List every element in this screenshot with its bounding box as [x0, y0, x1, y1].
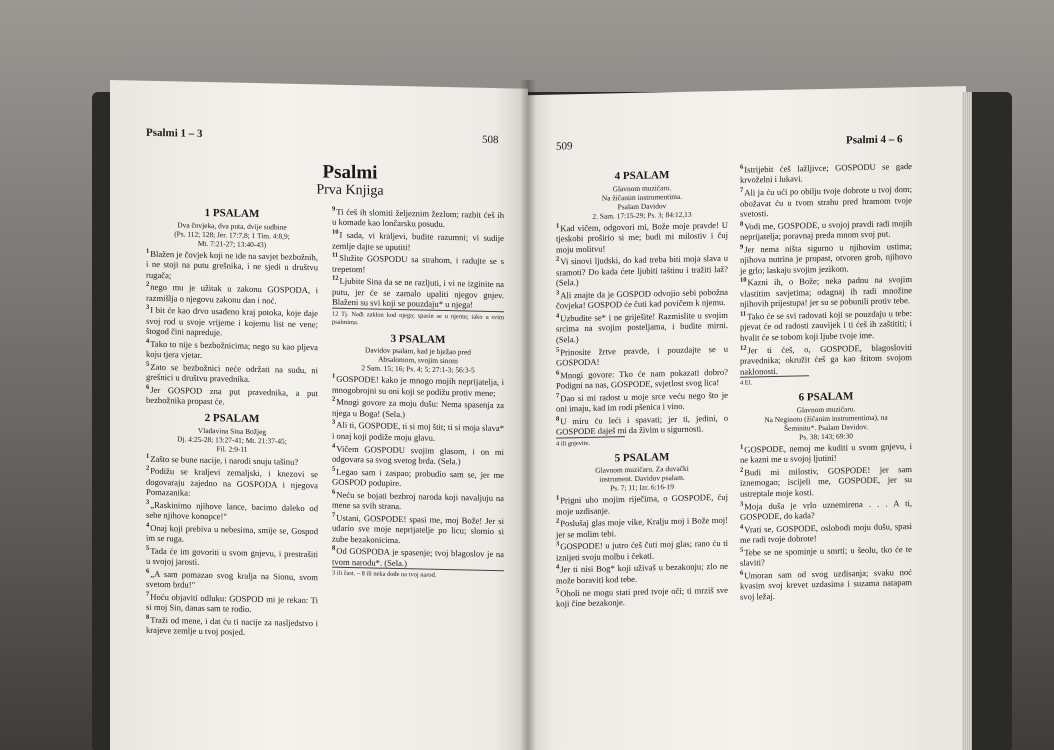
verse — [556, 251, 728, 288]
verse — [332, 544, 504, 571]
psalm-heading: 4 PSALAM — [614, 169, 670, 183]
verse — [146, 498, 318, 525]
verse-number: 3 — [146, 498, 150, 506]
verse-number: 3 — [332, 419, 336, 427]
verse-number: 3 — [740, 500, 744, 508]
verse-number: 2 — [740, 466, 744, 474]
verse-number: 8 — [146, 613, 150, 621]
verse-text: Ali ja ću ući po obilju tvoje dobrote u tvoj dom; obožavat ću u tvom strahu pred hramom tvoje svetosti. — [740, 184, 912, 219]
verse-text: Ustani, GOSPODE! spasi me, moj Bože! Jer si udario sve moje neprijatelje po licu; slomio si zube bezakonicima. — [332, 512, 504, 545]
verse — [332, 274, 504, 311]
verse-number: 1 — [740, 443, 744, 451]
verse-text: Podižu se kraljevi zemaljski, i knezovi se dogovaraju zajedno na GOSPODA i njegova Pomazanika: — [146, 465, 318, 498]
verse-text: Dao si mi radost u moje srce veću nego što je oni imaju, kad im rodi pšenica i vino. — [556, 389, 728, 414]
verse-number: 8 — [556, 415, 560, 423]
page-edges — [962, 92, 972, 750]
verse-number: 5 — [556, 587, 560, 595]
verse-number: 2 — [556, 517, 560, 525]
verse-text: Kazni ih, o Bože; neka padnu na svojim vlastitim savjetima; odagnaj ih radi množine njihovih prijestupa! jer su se pobunili protiv tebe. — [740, 274, 912, 310]
verse-text: Mnogi govore za moju dušu: Nema spasenja za njega u Boga! (Sela.) — [332, 397, 504, 420]
verse-number: 5 — [146, 360, 150, 368]
footnote: 4 El. — [740, 376, 809, 388]
verse-text: Neću se bojati bezbroj naroda koji navaljuju na mene sa svih strana. — [332, 489, 504, 512]
book-heading — [260, 161, 440, 201]
psalm-heading: 3 PSALAM — [390, 332, 446, 346]
verse-number: 7 — [146, 590, 150, 598]
verse — [146, 544, 318, 571]
book-gutter — [520, 80, 536, 750]
verse-text: Od GOSPODA je spasenje; tvoj blagoslov je na tvom narodu*. (Sela.) — [332, 545, 504, 568]
verse-number: 5 — [332, 465, 336, 473]
verse-text: Ali znajte da je GOSPOD odvojio sebi pobožna čovjeka! GOSPOD će čuti kad povičem k njemu. — [556, 286, 728, 311]
verse-text: I sada, vi kraljevi, budite razumni; vi sudije zemlje dajte se uputiti! — [332, 229, 504, 252]
verse — [146, 464, 318, 501]
verse-number: 3 — [556, 289, 560, 297]
verse-number: 2 — [146, 280, 150, 289]
left-running-head: Psalmi 1 – 3 — [146, 126, 203, 140]
verse — [332, 441, 504, 468]
verse-number: 5 — [740, 546, 744, 554]
verse-text: GOSPODE! kako je mnogo mojih neprijatelja, i mnogobrojni su oni koji se podižu protiv mene; — [332, 373, 504, 398]
psalm-superscription: Glavnom muzičaru. — [612, 182, 672, 193]
left-page — [110, 80, 528, 750]
verse-text: Ti ćeš ih slomiti željeznim žezlom; razbit ćeš ih u komade kao lončarsku posudu. — [332, 206, 504, 230]
psalm-heading: 2 PSALAM — [204, 412, 260, 426]
psalm-superscription: Glavnom muzičaru. — [796, 404, 856, 415]
verse — [740, 182, 912, 219]
footnote: 3 ili čast. – 8 ili neka dođe na tvoj narod. — [332, 567, 504, 582]
verse-text: GOSPODE, nemoj me kuditi u svom gnjevu, i ne kazni me u svojoj ljutini! — [740, 440, 912, 466]
verse — [740, 340, 912, 377]
verse-text: Jer GOSPOD zna put pravednika, a put bezbožnika propast će. — [146, 384, 318, 407]
footnote: 12 Tj. Nađi zaklon kod njega; spasin se u njemu; tako u svim psalmima. — [332, 307, 504, 330]
book-title: Psalmi — [322, 161, 378, 184]
psalm-superscription: Davidov psalam, kad je bježao pred — [365, 345, 471, 357]
psalm-superscription: Dj. 4:25-28; 13:27-41; Mt. 21:37-45; — [177, 434, 287, 446]
psalm-superscription: 2. Sam. 17:15-29; Ps. 3; 84:12,13 — [592, 209, 692, 221]
book-subtitle: Prva Knjiga — [316, 182, 384, 199]
verse-number: 6 — [556, 369, 560, 377]
psalm-superscription: Šeminitu*. Psalam Davidov. — [783, 421, 869, 433]
verse-text: Jer ti ćeš, o, GOSPODE, blagosloviti pravednika; okružit ćeš ga kao štitom svojom naklonosti. — [740, 341, 912, 377]
verse-number: 1 — [146, 247, 150, 255]
verse — [146, 383, 318, 410]
verse-number: 11 — [332, 251, 339, 259]
verse-text: I bit će kao drvo usađeno kraj potoka, koje daje svoj rod u svoje vrijeme i kojemu list ne vene; štogod čini napreduje. — [146, 304, 318, 338]
psalm-superscription: 2 Sam. 15; 16; Ps. 4; 5; 27:1-3; 56:3-5 — [361, 363, 475, 376]
verse — [740, 239, 912, 276]
verse-number: 7 — [740, 186, 744, 194]
verse-text: Jer nema ništa sigurno u njihovim ustima; njihova nutrina je propast, otvoren grob, njihovo je grlo; laskaju svojim jezikom. — [740, 240, 912, 276]
left-page-number: 508 — [482, 133, 499, 147]
verse-number: 1 — [556, 222, 560, 230]
right-page-number: 509 — [556, 140, 573, 153]
verse-text: Ljubite Sina da se ne razljuti, i vi ne izginite na putu, jer će se zamalo upaliti njegov gnjev. Blaženi su svi koji se pouzdaju* u njega! — [332, 275, 504, 310]
verse-text: Ali ti, GOSPODE, ti si moj štit; ti si moja slava* i onaj koji podiže moju glavu. — [332, 420, 504, 443]
psalm-superscription: Psalam Davidov — [617, 200, 667, 211]
left-column-2 — [332, 205, 504, 582]
verse-number: 4 — [740, 523, 744, 531]
verse-number: 2 — [146, 464, 150, 472]
verse-text: Tebe se ne spominje u smrti; u šeolu, tko će te slaviti? — [740, 543, 912, 568]
verse-text: Vi sinovi ljudski, do kad treba biti moja slava u sramoti? Do kada ćete ljubiti taštinu i tražiti laž? (Sela.) — [556, 253, 728, 288]
verse-number: 7 — [556, 392, 560, 400]
verse — [740, 565, 912, 602]
verse-text: Zato se bezbožnici neće održati na sudu, ni grešnici u društvu pravednika. — [146, 361, 318, 385]
verse-number: 11 — [740, 310, 747, 318]
verse-number: 3 — [146, 304, 150, 312]
verse-text: Zašto se bune nacije, i narodi snuju tašinu? — [150, 453, 299, 467]
verse-text: Umoran sam od svog uzdisanja; svaku noć kvasim svoj krevet uzdasima i suzama natapam svoj ležaj. — [740, 566, 912, 602]
verse-number: 7 — [332, 511, 336, 519]
psalm-heading: 5 PSALAM — [614, 450, 670, 465]
verse-number: 2 — [556, 255, 560, 263]
verse — [740, 306, 912, 343]
verse — [556, 411, 728, 438]
verse-text: Poslušaj glas moje vike, Kralju moj i Bože moj! jer se molim tebi. — [556, 515, 728, 540]
verse-number: 10 — [740, 276, 747, 285]
verse-text: Legao sam i zaspao; probudio sam se, jer me GOSPOD podupire. — [332, 466, 504, 489]
verse-text: Blažen je čovjek koji ne ide na savjet bezbožnih, i ne stoji na putu grešnika, i ne sjedi u društvu rugača; — [146, 248, 319, 280]
verse-number: 12 — [740, 344, 747, 352]
verse — [740, 216, 912, 243]
verse-text: Budi mi milostiv, GOSPODE! jer sam iznemogao; iscijeli me, GOSPODE, jer su ustreptale moje kosti. — [740, 463, 912, 499]
right-column-1 — [556, 163, 728, 609]
verse-text: Hoću objaviti odluku: GOSPOD mi je rekao: Ti si moj Sin, danas sam te rodio. — [146, 591, 318, 615]
psalm-superscription: Glavnom muzičaru. Za duvački — [595, 464, 689, 476]
verse — [146, 521, 318, 548]
verse-number: 1 — [332, 373, 336, 381]
verse-number: 6 — [332, 488, 336, 496]
psalm-heading: 1 PSALAM — [204, 206, 260, 221]
verse — [146, 613, 318, 640]
verse-text: Služite GOSPODU sa strahom, i radujte se s trepetom! — [332, 252, 504, 274]
psalm-superscription: (Ps. 112; 128; Jer. 17:7,8; 1 Tim. 4:8,9; — [174, 228, 290, 241]
verse — [740, 462, 912, 499]
verse-number: 4 — [556, 564, 560, 572]
verse-text: GOSPODE! u jutro ćeš čuti moj glas; rano ću ti iznijeti svoju molbu i čekati. — [556, 538, 728, 563]
psalm-superscription: Fil. 2:9-11 — [216, 443, 248, 454]
verse — [556, 308, 728, 345]
verse — [556, 583, 728, 610]
verse-number: 8 — [740, 220, 744, 228]
verse-text: Traži od mene, i dat ću ti nacije za naslјedstvo i krajeve zemlje u tvoj posjed. — [146, 614, 318, 638]
verse-text: Jer ti nisi Bog* koji uživaš u bezakonju; zlo ne može boraviti kod tebe. — [556, 561, 728, 586]
footnote: 4 ili gnjevite. — [556, 436, 625, 448]
verse-number: 6 — [740, 569, 744, 577]
verse-number: 1 — [556, 494, 560, 502]
verse-text: Vrati se, GOSPODE, oslobodi moju dušu, spasi me radi tvoje dobrote! — [740, 520, 912, 545]
verse-text: „Raskinimo njihove lance, bacimo daleko od sebe njihove konopce!" — [146, 499, 318, 522]
left-column-1 — [146, 201, 318, 640]
verse-number: 12 — [332, 274, 339, 282]
verse-number: 9 — [740, 243, 744, 251]
psalm-superscription: Mt. 7:21-27; 13:40-43) — [197, 238, 267, 249]
verse-text: Tako će se svi radovati koji se pouzdaju u tebe: pjevat će od radosti zauvijek i ti ćeš ih zaštititi; i hvalit će se tobom koji ljube tvoje ime. — [740, 308, 912, 343]
psalm-superscription: Vladavina Sina Božjeg — [197, 425, 267, 436]
verse-number: 4 — [332, 442, 336, 450]
verse-number: 6 — [740, 163, 744, 171]
verse — [146, 303, 318, 340]
verse — [146, 246, 318, 283]
verse-text: Kad vičem, odgovori mi, Bože moje pravde! U tjeskobi proširio si me; budi mi milostiv i čuj moju molitvu! — [556, 219, 728, 255]
verse — [556, 218, 728, 255]
verse-text: Onaj koji prebiva u nebesima, smije se, Gospod im se ruga. — [146, 522, 318, 544]
verse-number: 6 — [146, 567, 150, 575]
verse-number: 6 — [146, 383, 150, 391]
verse-number: 3 — [556, 540, 560, 549]
verse — [740, 273, 912, 310]
verse — [332, 464, 504, 491]
verse-text: Oholi ne mogu stati pred tvoje oči; ti mrziš sve koji čine bezakonje. — [556, 584, 728, 609]
right-running-head: Psalmi 4 – 6 — [846, 133, 903, 147]
verse — [332, 487, 504, 514]
psalm-superscription: Ps. 7; 11; Izr. 6:16-19 — [610, 482, 674, 493]
verse-text: Vičem GOSPODU svojim glasom, i on mi odgovara sa svog svetog brda. (Sela.) — [332, 443, 504, 467]
verse-text: Istrijebit ćeš lažljivce; GOSPODU se gade krvoželni i lukavi. — [740, 160, 912, 186]
verse-number: 2 — [332, 396, 336, 404]
psalm-superscription: Ps. 38; 143; 69:30 — [799, 431, 853, 442]
verse-number: 5 — [556, 346, 560, 354]
verse-text: nego mu je užitak u zakonu GOSPODA, i razmišlja o njegovu zakonu dan i noć. — [146, 281, 318, 306]
verse-text: „A sam pomazao svog kralja na Sionu, svom svetom brdu!" — [146, 568, 318, 591]
psalm-superscription: Na Neginotu (žičanim instrumentima), na — [764, 412, 888, 425]
verse-number: 1 — [146, 452, 150, 460]
verse — [332, 418, 504, 445]
verse-text: U miru ću leći i spavati; jer ti, jedini, o GOSPODE daješ mi da živim u sigurnosti. — [556, 412, 728, 437]
verse-number: 5 — [146, 544, 150, 552]
verse-text: Tada će im govoriti u svom gnjevu, i prestrašiti u svojoj jarosti. — [146, 545, 318, 568]
verse — [556, 365, 728, 392]
verse-number: 4 — [146, 337, 150, 345]
psalm-heading: 6 PSALAM — [798, 390, 854, 404]
verse-number: 4 — [146, 521, 150, 529]
verse-number: 8 — [332, 544, 336, 553]
psalm-superscription: Absalomom, svojim sinom — [378, 354, 458, 366]
verse-number: 4 — [556, 312, 560, 320]
verse — [332, 510, 504, 547]
verse-text: Prigni uho mojim riječima, o GOSPODE, čuj moje uzdisanje. — [556, 492, 728, 517]
psalm-superscription: Dva čovjeka, dva puta, dvije sudbine — [177, 220, 287, 232]
right-page — [526, 86, 966, 750]
verse-text: Mnogi govore: Tko će nam pokazati dobro? Podigni na nas, GOSPODE, svjetlost svog lica! — [556, 366, 728, 391]
verse-text: Moja duša je vrlo uznemirena . . . A ti, GOSPODE, do kada? — [740, 497, 912, 522]
verse-number: 10 — [332, 228, 339, 236]
verse-text: Uzbudite se* i ne griješite! Razmislite u svojim srcima na svojim posteljama, i budite mirni. (Sela.) — [556, 309, 728, 345]
verse-text: Prinosite žrtve pravde, i pouzdajte se u GOSPODA! — [556, 343, 728, 368]
right-column-2 — [740, 159, 912, 602]
verse-text: Vodi me, GOSPODE, u svojoj pravdi radi mojih neprijatelja; poravnaj preda mnom svoj put. — [740, 217, 912, 242]
psalm-superscription: instrument. Davidov psalam. — [599, 473, 685, 485]
verse-text: Tako to nije s bezbožnicima; nego su kao pljeva koju tjera vjetar. — [146, 338, 318, 361]
psalm-superscription: Na žičanim instrumentima. — [601, 191, 683, 203]
verse-number: 9 — [332, 205, 336, 213]
